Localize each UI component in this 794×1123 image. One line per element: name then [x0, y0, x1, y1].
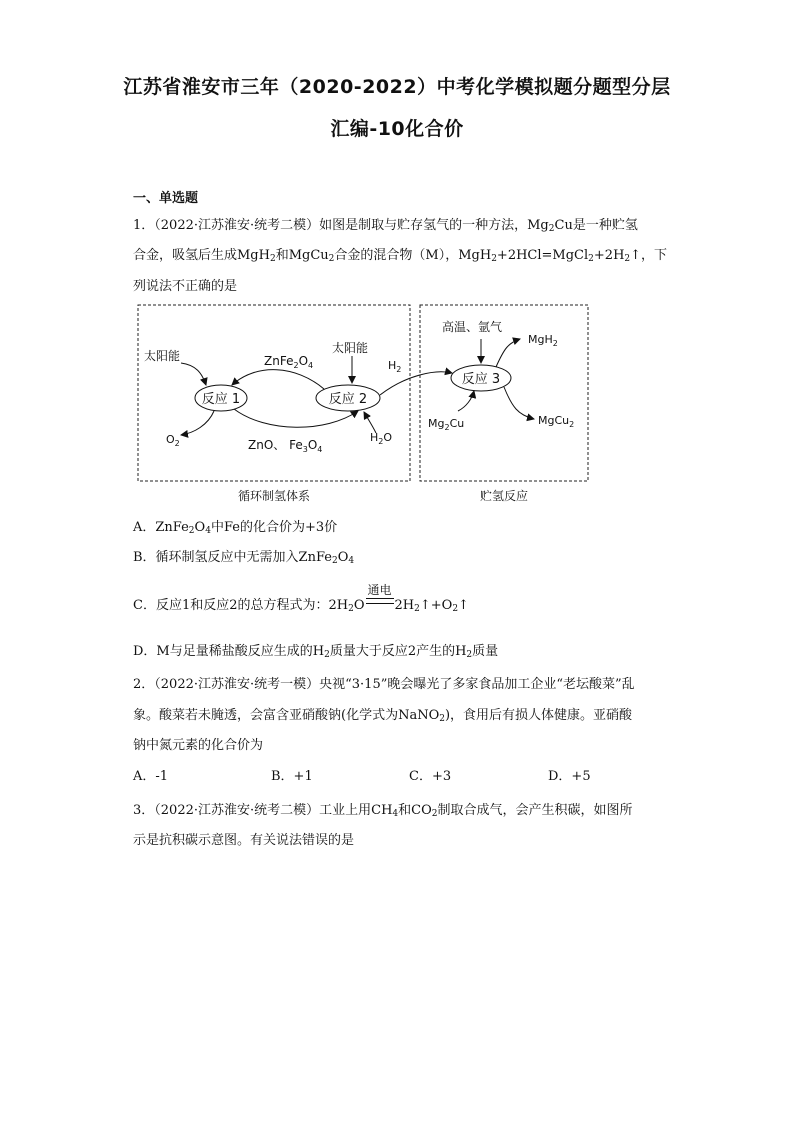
caption-cycle-system: 循环制氢体系 [237, 489, 311, 503]
hydrogen-storage-diagram [136, 303, 596, 508]
zno-label: ZnO、 $Fe_3O_4$ [248, 438, 323, 454]
q1-stem-line3: 列说法不正确的是 [133, 279, 238, 294]
equation-equals-sign [366, 598, 394, 604]
section-heading: 一、单选题 [133, 191, 199, 206]
q2-option-a: A．-1 [133, 769, 169, 784]
q2-stem-line1: 2．（2022·江苏淮安·统考一模）央视“3·15”晚会曝光了多家食品加工企业“老坛酸菜”乱 [133, 677, 635, 692]
mgcu2-label: MgCu$_2$ [538, 414, 575, 429]
mgcu2-arrow [504, 387, 534, 419]
reaction-2-label: 反应 2 [328, 392, 368, 407]
q1-option-c: C．反应1和反应2的总方程式为：$2H_2O$ 通电 $2H_2↑+O_2↑$ [133, 583, 469, 614]
q2-stem-line2: 象。酸菜若未腌透，会富含亚硝酸钠(化学式为NaNO$_2$)，食用后有损人体健康。亚硝酸 [133, 708, 633, 724]
q3-stem-line1: 3．（2022·江苏淮安·统考二模）工业上用$CH_4$和$CO_2$制取合成气，会产生积碳，如图所 [133, 803, 633, 819]
h2o-arrow [364, 412, 376, 433]
doc-title-line1: 江苏省淮安市三年（2020-2022）中考化学模拟题分题型分层 [123, 76, 671, 98]
q1-stem-line1: 1．（2022·江苏淮安·统考二模）如图是制取与贮存氢气的一种方法，$Mg_2Cu$是一种贮氢 [133, 218, 638, 234]
reaction-1-label: 反应 1 [201, 392, 241, 407]
q1-stem-line2: 合金，吸氢后生成MgH$_2$和MgCu$_2$合金的混合物（M），$MgH_2+2HCl=MgCl_2+2H_2↑$，下 [133, 248, 668, 264]
o2-arrow [181, 411, 214, 435]
caption-storage-reaction: 贮氢反应 [479, 489, 529, 503]
q2-option-c: C．+3 [409, 769, 452, 784]
q2-stem-line3: 钠中氮元素的化合价为 [133, 738, 264, 753]
q2-option-b: B．+1 [271, 769, 313, 784]
q3-stem-line2: 示是抗积碳示意图。有关说法错误的是 [133, 833, 355, 848]
arc-znfe-arrow [232, 370, 324, 389]
doc-title-line2: 汇编-10化合价 [330, 118, 464, 140]
arc-zno-arrow [234, 409, 358, 427]
znfe-label: $ZnFe_2O_4$ [264, 354, 314, 370]
h2-arrow [380, 372, 452, 395]
q1-option-a: A．$ZnFe_2O_4$中Fe的化合价为+3价 [133, 520, 338, 536]
mg2cu-label: $Mg_2Cu$ [428, 417, 465, 432]
q2-option-d: D．+5 [548, 769, 591, 784]
q1-option-b: B．循环制氢反应中无需加入$ZnFe_2O_4$ [133, 550, 355, 566]
mgh2-arrow [496, 339, 520, 367]
reaction-3-label: 反应 3 [461, 372, 501, 387]
sun1-arrow [181, 363, 206, 385]
temp-argon-label: 高温、氩气 [442, 320, 503, 334]
mg2cu-arrow [458, 391, 474, 411]
h2-label: $H_2$ [388, 359, 402, 374]
electrolysis-condition: 通电 [367, 583, 392, 597]
o2-label: $O_2$ [166, 433, 180, 448]
h2o-label: $H_2O$ [370, 431, 393, 446]
sun1-label: 太阳能 [144, 349, 181, 363]
q1-option-d: D．M与足量稀盐酸反应生成的$H_2$质量大于反应2产生的$H_2$质量 [133, 644, 499, 660]
sun2-label: 太阳能 [332, 341, 369, 355]
mgh2-label: MgH$_2$ [528, 333, 558, 348]
